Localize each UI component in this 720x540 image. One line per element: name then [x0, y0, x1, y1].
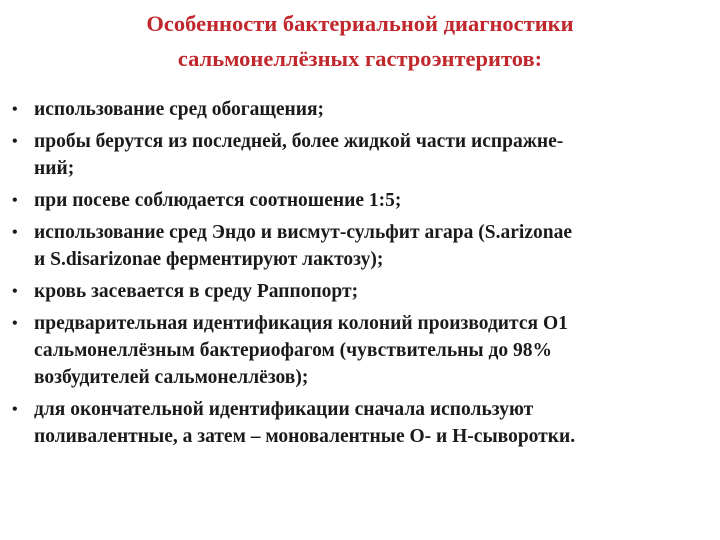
bullet-item: [10, 128, 710, 182]
bullet-text-line: для окончательной идентификации сначала используют: [34, 399, 534, 420]
slide-title-line-1: Особенности бактериальной диагностики: [146, 11, 574, 36]
bullet-text-line: пробы берутся из последней, более жидкой части испражне-: [34, 131, 564, 152]
bullet-item: [10, 396, 710, 450]
slide-title: [20, 6, 700, 76]
bullet-text-line: использование сред обогащения;: [34, 99, 325, 120]
bullet-text-line: ний;: [34, 158, 75, 179]
bullet-dot-icon: •: [12, 224, 18, 241]
bullet-dot-icon: •: [12, 283, 18, 300]
bullet-text-line: использование сред Эндо и висмут-сульфит агара (S.arizonae: [34, 222, 572, 243]
bullet-text-line: предварительная идентификация колоний производится О1: [34, 313, 568, 334]
slide-title-line-2: сальмонеллёзных гастроэнтеритов:: [177, 46, 543, 71]
bullet-item: [10, 310, 710, 391]
bullet-dot-icon: •: [12, 101, 18, 118]
bullet-text-line: при посеве соблюдается соотношение 1:5;: [34, 190, 402, 211]
bullet-text-line: кровь засевается в среду Раппопорт;: [34, 281, 359, 302]
bullet-dot-icon: •: [12, 315, 18, 332]
bullet-item: [10, 187, 710, 214]
bullet-item: [10, 219, 710, 273]
bullet-dot-icon: •: [12, 133, 18, 150]
bullet-text-line: сальмонеллёзным бактериофагом (чувствительны до 98%: [34, 340, 552, 361]
bullet-text-line: поливалентные, а затем – моновалентные О- и Н-сыворотки.: [34, 426, 576, 447]
bullet-item: [10, 278, 710, 305]
bullet-text-line: возбудителей сальмонеллёзов);: [34, 367, 309, 388]
bullet-dot-icon: •: [12, 192, 18, 209]
bullet-item: [10, 96, 710, 123]
bullet-text-line: и S.disarizonae ферментируют лактозу);: [34, 249, 384, 270]
bullet-dot-icon: •: [12, 401, 18, 418]
bullet-list: [10, 96, 710, 455]
